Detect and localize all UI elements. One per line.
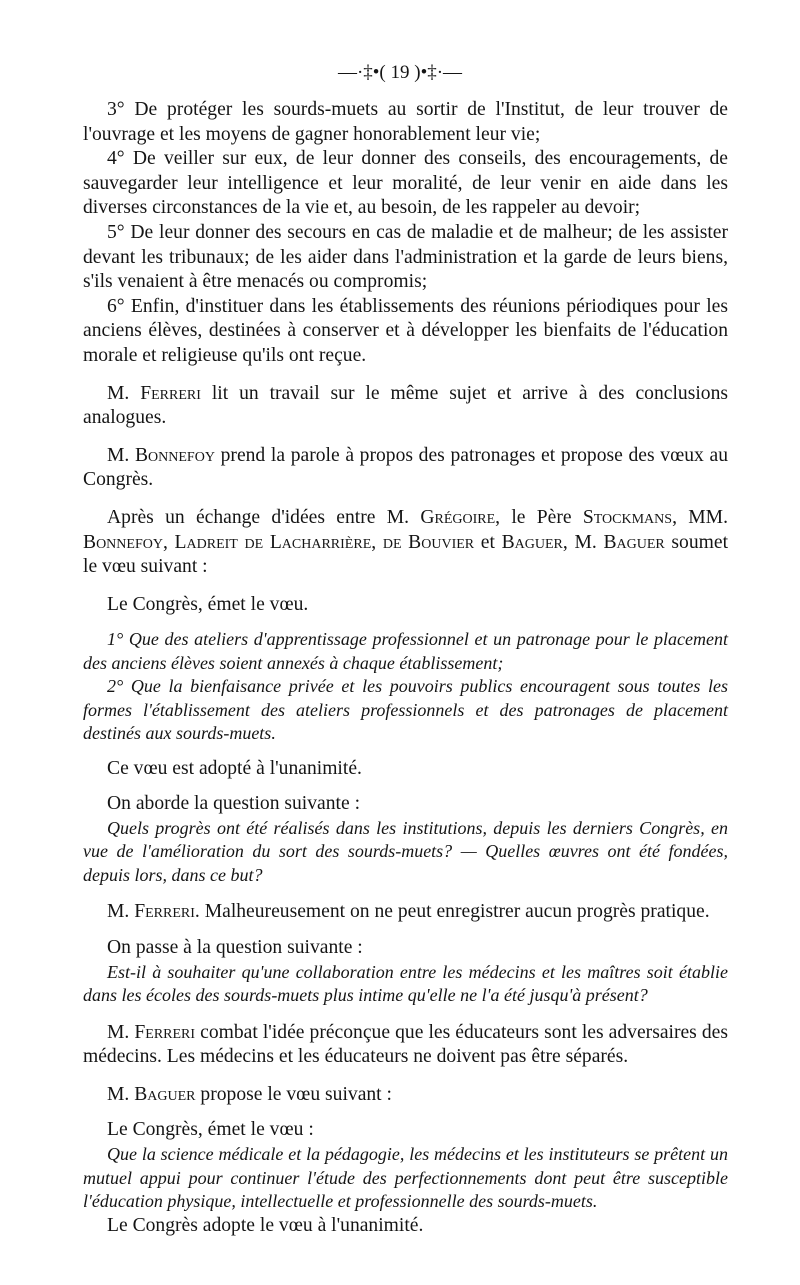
- person-name: Baguer: [603, 531, 665, 553]
- paragraph-final-adoption: Le Congrès adopte le vœu à l'unanimité.: [107, 1214, 424, 1236]
- voeu-item-1: 1° Que des ateliers d'apprentissage professionnel et un patronage pour le placement des anciens élèves soient annexés à chaque établissement;: [83, 629, 728, 673]
- person-name: Grégoire: [420, 506, 496, 528]
- question-collaboration: Est-il à souhaiter qu'une collaboration entre les médecins et les maîtres soit établie dans les écoles des sourds-muets plus intime qu'elle ne l'a été jusqu'à présent?: [83, 961, 728, 1006]
- voeu-medical: Que la science médicale et la pédagogie, les médecins et les instituteurs se prêtent un mutuel appui pour continuer l'étude des perfectionnements dont peut être susceptible l'éducation physique, intellectuelle et professionnelle des sourds-muets.: [83, 1144, 728, 1212]
- speaker-name: M. Ferreri: [107, 382, 201, 404]
- paragraph-congres-voeu: Le Congrès, émet le vœu.: [107, 593, 309, 615]
- paragraph-bonnefoy: M. Bonnefoy prend la parole à propos des patronages et propose des vœux au Congrès.: [83, 444, 728, 491]
- person-name: de Bouvier: [382, 531, 475, 553]
- paragraph-exchange: Après un échange d'idées entre M. Grégoire, le Père Stockmans, MM. Bonnefoy, Ladreit de Lacharrière, de Bouvier et Baguer, M. Baguer soumet le vœu suivant :: [83, 506, 729, 578]
- person-name: Baguer: [501, 531, 563, 553]
- person-name: Ladreit de Lacharrière: [174, 531, 372, 553]
- speaker-name: M. Ferreri: [107, 1021, 196, 1043]
- page-number: 19: [390, 62, 410, 83]
- paragraph-ferreri-2: M. Ferreri. Malheureusement on ne peut enregistrer aucun progrès pratique.: [107, 901, 710, 923]
- paragraph-question-intro: On aborde la question suivante :: [107, 793, 361, 815]
- paragraph-question-next: On passe à la question suivante :: [107, 937, 363, 959]
- speaker-name: M. Ferreri: [107, 901, 195, 923]
- paragraph-item-5: 5° De leur donner des secours en cas de maladie et de malheur; de les assister devant les tribunaux; de les aider dans l'administration et la garde de leurs biens, s'ils venaient à être menacés ou compromis;: [83, 221, 728, 293]
- paragraph-item-6: 6° Enfin, d'instituer dans les établissements des réunions périodiques pour les anciens élèves, destinées à conserver et à développer les bienfaits de l'éducation morale et religieuse qu'ils ont reçue.: [83, 295, 728, 366]
- person-name: Bonnefoy: [83, 531, 163, 553]
- header-ornament-left: —·‡•(: [337, 62, 386, 83]
- voeu-item-2: 2° Que la bienfaisance privée et les pouvoirs publics encouragent sous toutes les formes l'établissement des ateliers professionnels et des patronages de placement destinés aux sourds-muets.: [83, 676, 728, 744]
- paragraph-adopted: Ce vœu est adopté à l'unanimité.: [107, 757, 362, 779]
- paragraph-baguer: M. Baguer propose le vœu suivant :: [107, 1083, 392, 1105]
- header-ornament-right: )•‡·—: [414, 62, 463, 83]
- page-body: [83, 98, 728, 1238]
- page-header: [0, 62, 800, 84]
- speaker-name: M. Baguer: [107, 1083, 196, 1105]
- paragraph-item-4: 4° De veiller sur eux, de leur donner des conseils, des encouragements, de sauvegarder leur intelligence et leur moralité, de leur venir en aide dans les diverses circonstances de la vie et, au besoin, de les rappeler au devoir;: [83, 148, 728, 219]
- paragraph-ferreri-3: M. Ferreri combat l'idée préconçue que les éducateurs sont les adversaires des médecins. Les médecins et les éducateurs ne doivent pas être séparés.: [83, 1021, 728, 1068]
- paragraph-congres-voeu-2: Le Congrès, émet le vœu :: [107, 1119, 314, 1141]
- paragraph-item-3: 3° De protéger les sourds-muets au sortir de l'Institut, de leur trouver de l'ouvrage et les moyens de gagner honorablement leur vie;: [83, 99, 728, 145]
- person-name: Stockmans: [582, 506, 673, 528]
- speaker-name: M. Bonnefoy: [107, 444, 215, 466]
- paragraph-ferreri-1: M. Ferreri lit un travail sur le même sujet et arrive à des conclusions analogues.: [83, 382, 728, 429]
- question-progress: Quels progrès ont été réalisés dans les institutions, depuis les derniers Congrès, en vue de l'amélioration du sort des sourds-muets? — Quelles œuvres ont été fondées, depuis lors, dans ce but?: [83, 817, 728, 885]
